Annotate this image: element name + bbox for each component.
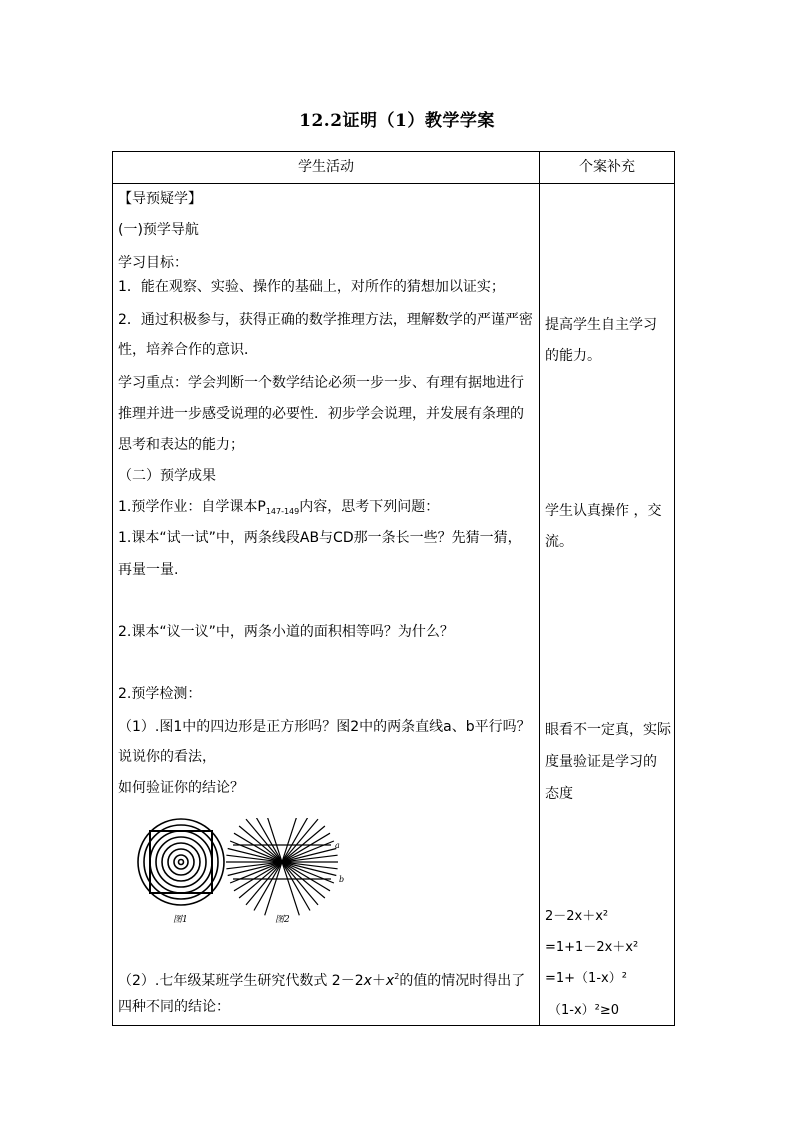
note-1-line-1: 提高学生自主学习 xyxy=(545,317,657,333)
homework-line xyxy=(118,497,439,522)
question-1-line-2: 再量一量. xyxy=(118,562,179,578)
homework-pages: 147-149 xyxy=(265,507,300,516)
check-1-line-2: 说说你的看法， xyxy=(118,749,216,765)
goal-label: 学习目标： xyxy=(118,255,188,271)
note-2-line-2: 流。 xyxy=(545,534,573,550)
check-2-post: 的值的情况时得出了 xyxy=(399,973,526,989)
check-1-line-3: 如何验证你的结论？ xyxy=(118,780,244,796)
page-title: 12.2证明（1）教学学案 xyxy=(299,111,495,131)
column-divider xyxy=(539,152,540,1025)
check-1-line-1: （1）.图1中的四边形是正方形吗？图2中的两条直线a、b平行吗？ xyxy=(118,719,531,735)
subsection-results: （二）预学成果 xyxy=(118,468,216,484)
goal-2-line-1: 2．通过积极参与，获得正确的数学推理方法，理解数学的严谨严密 xyxy=(118,312,533,328)
illusion-figures xyxy=(135,818,355,928)
check-2-x2: x xyxy=(385,973,395,989)
homework-text-post: 内容，思考下列问题： xyxy=(299,499,440,515)
check-2-x1: x xyxy=(363,973,372,989)
key-point-line-2: 推理并进一步感受说理的必要性．初步学会说理，并发展有条理的 xyxy=(118,406,524,422)
note-3-line-2: 度量验证是学习的 xyxy=(545,754,657,770)
expression-1: 2－2x＋x² xyxy=(545,909,609,924)
key-point-line-1: 学习重点：学会判断一个数学结论必须一步一步、有理有据地进行 xyxy=(118,375,524,391)
figure-1-caption: 图1 xyxy=(173,915,188,925)
question-2: 2.课本“议一议”中，两条小道的面积相等吗？为什么？ xyxy=(118,624,454,640)
check-2-plus: ＋ xyxy=(371,973,386,989)
pre-check-heading: 2.预学检测： xyxy=(118,686,202,702)
expression-2: =1+1－2x＋x² xyxy=(545,940,639,955)
check-2-line-1 xyxy=(118,967,525,991)
goal-2-line-2: 性，培养合作的意识． xyxy=(118,342,258,358)
check-2-pre: （2）.七年级某班学生研究代数式 2－2 xyxy=(118,973,364,989)
subsection-navigation: (一)预学导航 xyxy=(118,222,199,238)
line-a-label: a xyxy=(335,841,340,850)
expression-3: =1+（1-x）² xyxy=(545,971,627,986)
goal-1: 1．能在观察、实验、操作的基础上，对所作的猜想加以证实； xyxy=(118,279,505,295)
note-3-line-1: 眼看不一定真，实际 xyxy=(545,722,671,738)
figure-1-concentric-circles-square xyxy=(138,819,224,905)
column-header-student-activity: 学生活动 xyxy=(298,159,354,175)
note-2-line-1: 学生认真操作 ，交 xyxy=(545,503,662,519)
key-point-line-3: 思考和表达的能力； xyxy=(118,437,244,453)
note-1-line-2: 的能力。 xyxy=(545,348,601,364)
check-2-line-2: 四种不同的结论： xyxy=(118,999,230,1015)
figure-2-caption: 图2 xyxy=(275,915,290,925)
note-3-line-3: 态度 xyxy=(545,786,573,802)
section-title: 【导预疑学】 xyxy=(118,191,202,207)
question-1-line-1: 1.课本“试一试”中，两条线段AB与CD那一条长一些？先猜一猜， xyxy=(118,530,522,546)
check-2-exponent: 2 xyxy=(394,972,400,981)
column-header-supplement: 个案补充 xyxy=(579,159,635,175)
line-b-label: b xyxy=(339,875,345,884)
figure-2-radiating-lines xyxy=(226,818,338,915)
header-divider xyxy=(113,183,674,184)
expression-4: （1-x）²≥0 xyxy=(548,1003,620,1018)
homework-text-pre: 1.预学作业：自学课本P xyxy=(118,499,266,515)
